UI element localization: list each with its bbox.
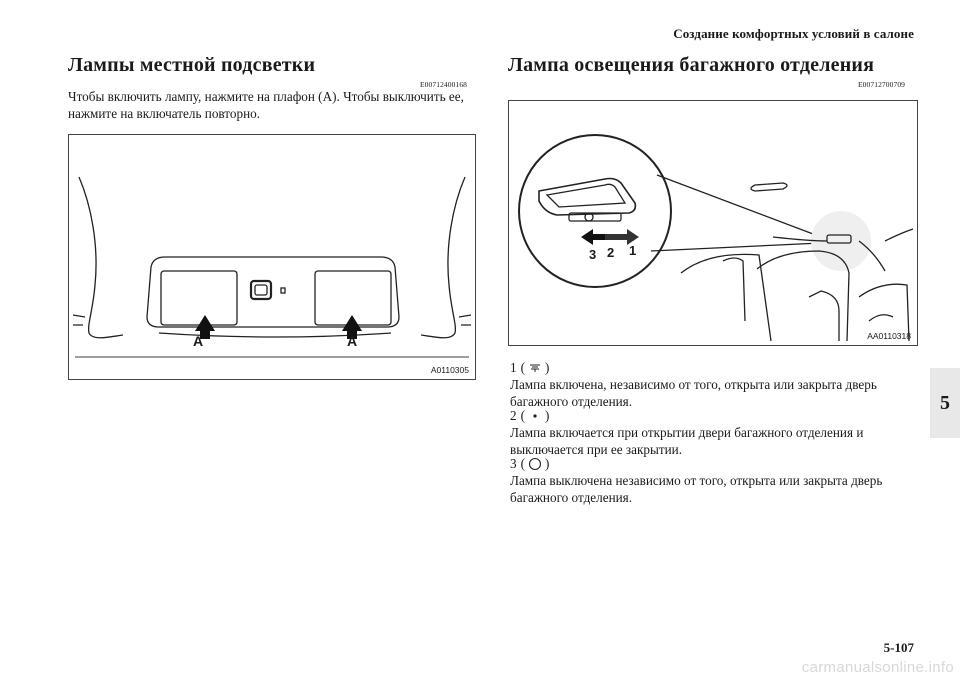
item-2-head: 2 ( ) [510,408,550,423]
circle-icon [527,457,543,471]
position-label-2: 2 [607,245,615,260]
section-heading-local-lights: Лампы местной подсветки [68,54,316,76]
item-number: 3 [510,456,517,471]
chapter-tab: 5 [930,368,960,438]
item-number: 1 [510,360,517,375]
page-number: 5-107 [883,640,914,655]
cargo-light-illustration [509,101,917,345]
item-number: 2 [510,408,517,423]
lamp-rays-icon [527,361,543,375]
running-header: Создание комфортных условий в салоне [673,26,914,41]
watermark: carmanualsonline.info [801,659,954,676]
dot-icon [527,409,543,423]
position-label-3: 3 [589,247,597,262]
item-3-head: 3 ( ) [510,456,550,471]
figure-map-lights [68,134,476,380]
figure-cargo-light [508,100,918,346]
local-lights-paragraph: Чтобы включить лампу, нажмите на плафон (А). Чтобы выключить ее, нажмите на включатель повторно. [68,89,464,121]
position-label-1: 1 [629,243,637,258]
section-heading-cargo-light: Лампа освещения багажного отделения [508,54,875,76]
item-1-head: 1 ( ) [510,360,550,375]
figure-code: A0110305 [430,365,469,375]
figure-code: AA0110318 [867,331,911,341]
section-code: E00712700709 [858,80,906,89]
label-a-right: A [347,333,358,349]
label-a-left: A [193,333,204,349]
map-lights-illustration [69,135,475,379]
section-code: E00712400168 [420,80,468,89]
item-2-text: Лампа включается при открытии двери багажного отделения и выключается при ее закрытии. [510,425,864,457]
item-3-text: Лампа выключена независимо от того, открыта или закрыта дверь багажного отделения. [510,473,883,505]
item-1-text: Лампа включена, независимо от того, открыта или закрыта дверь багажного отделения. [510,377,877,409]
